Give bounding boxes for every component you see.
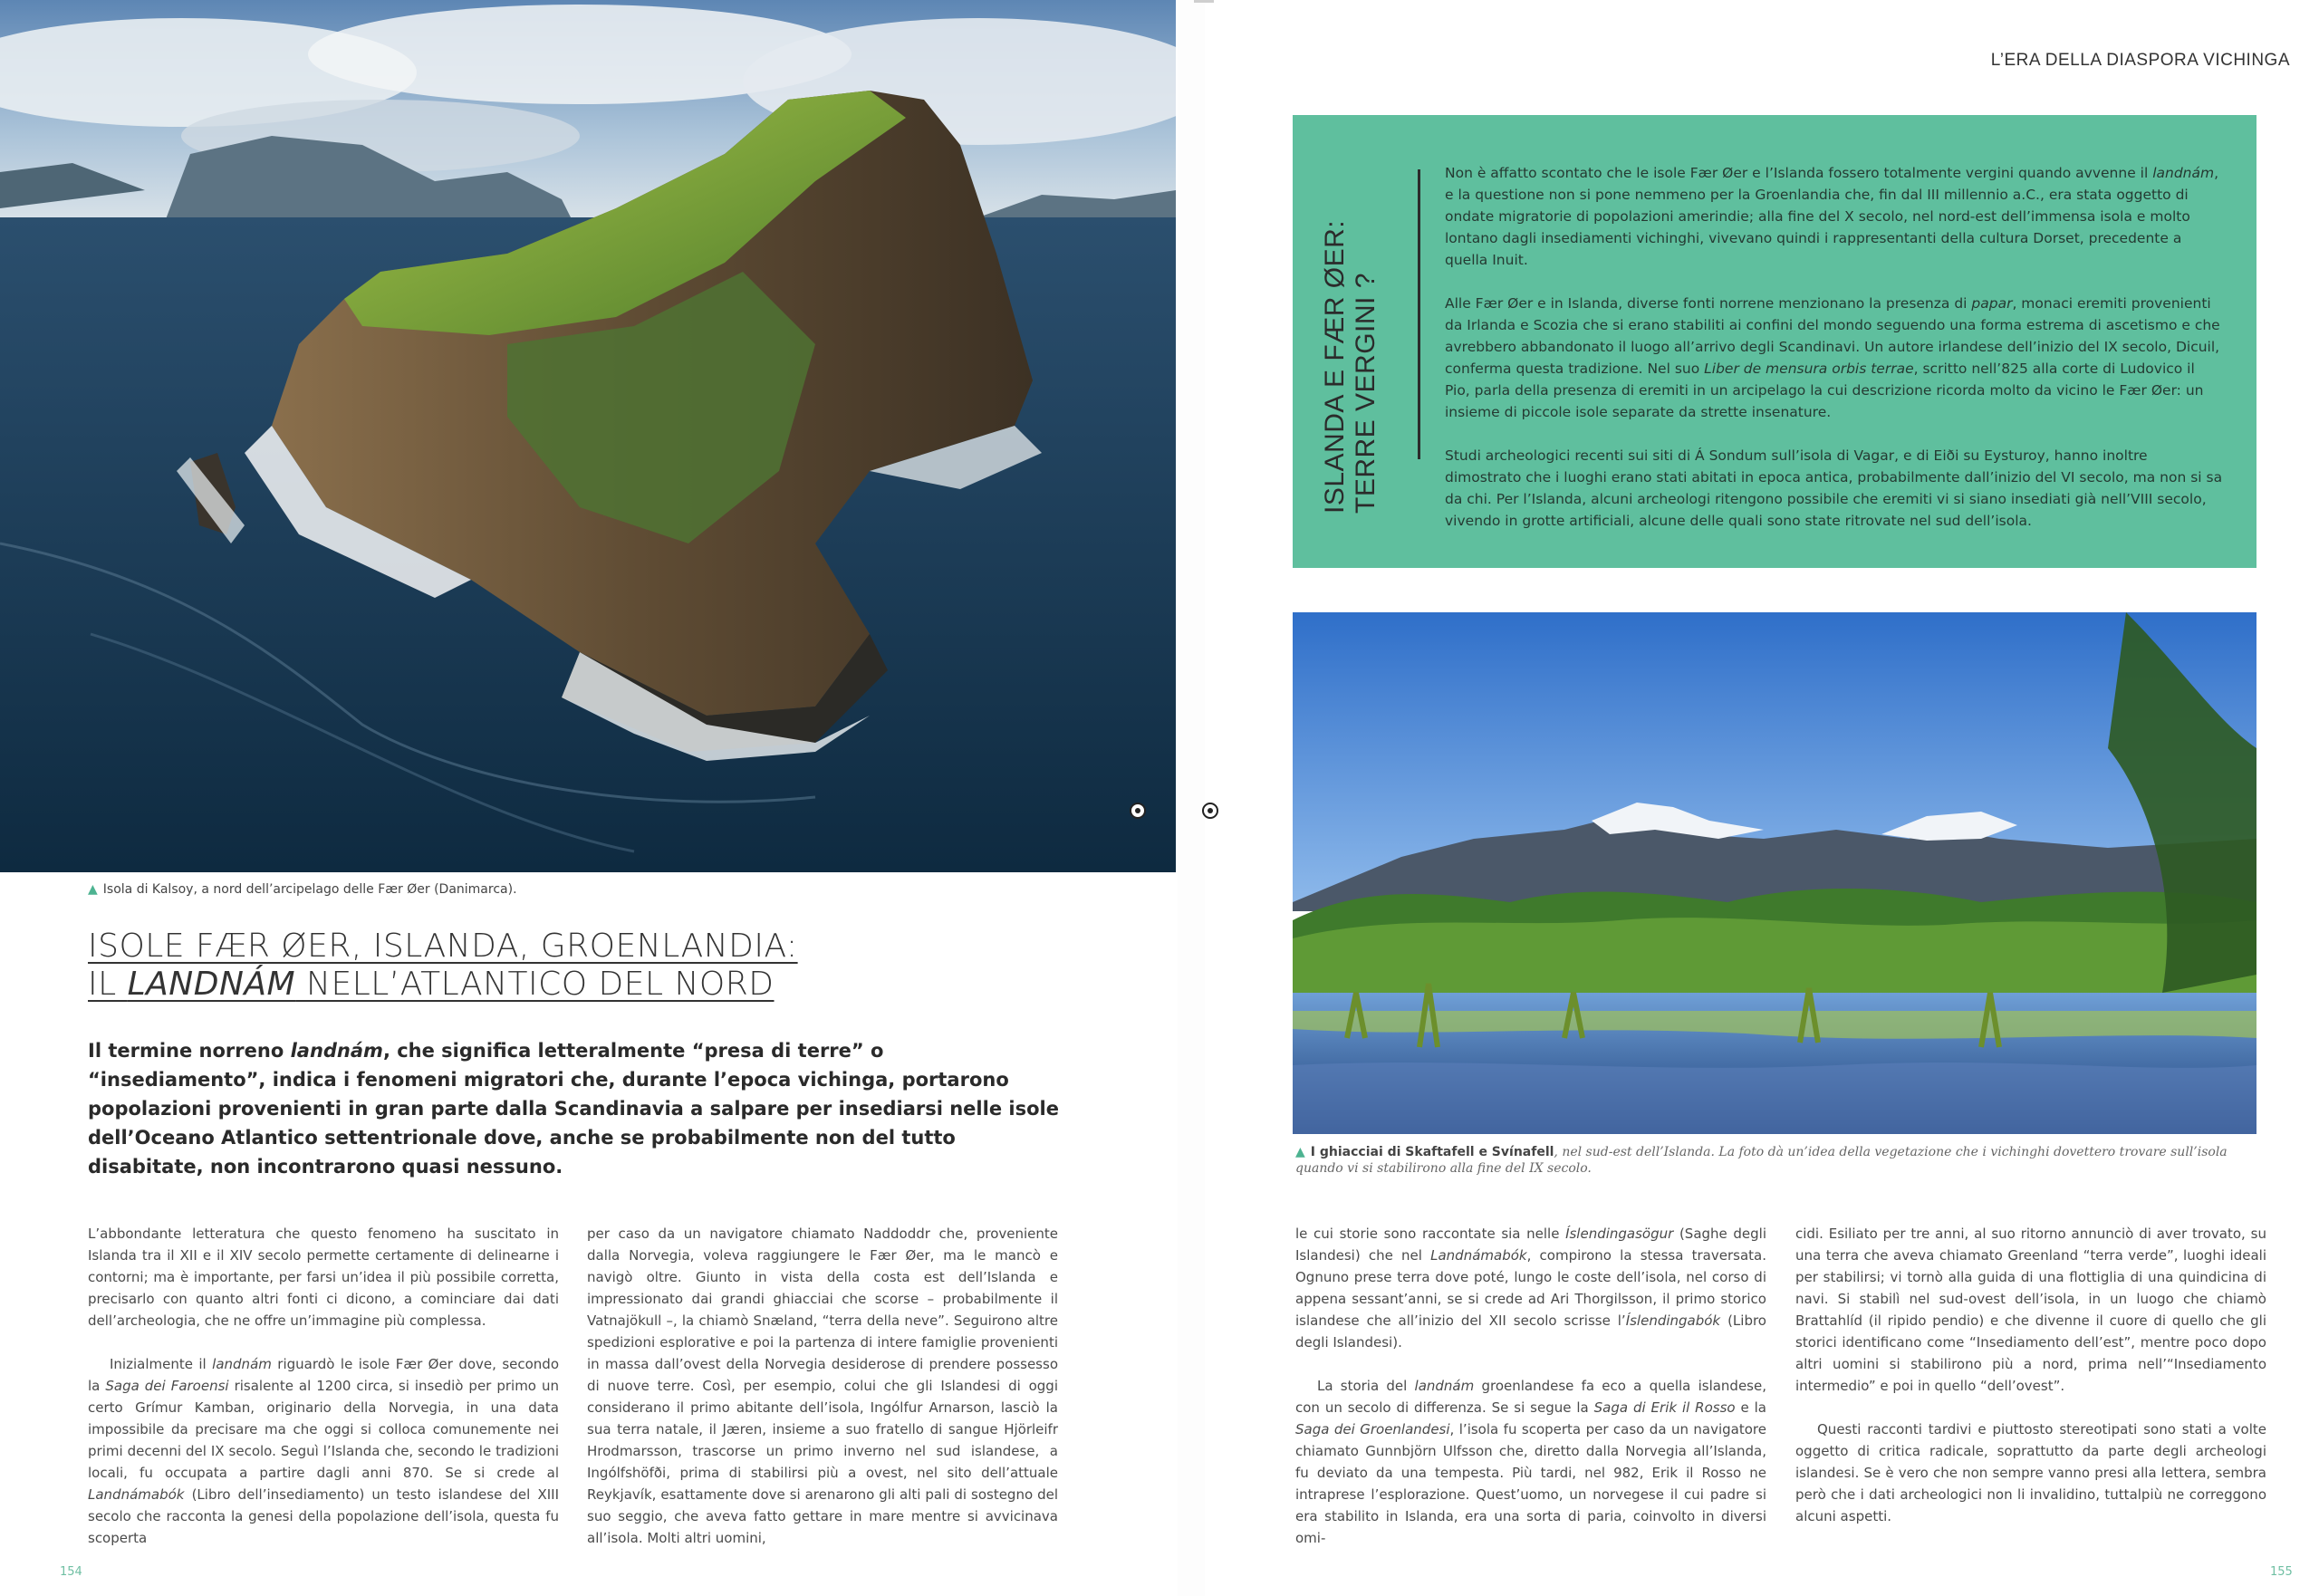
page-number-left: 154 — [60, 1565, 82, 1579]
spread-gutter — [1178, 0, 1205, 1596]
skaftafell-glacier-photo — [1293, 612, 2256, 1134]
paragraph: L’abbondante letteratura che questo fenomeno ha suscitato in Islanda tra il XII e il XIV secolo permette certamente di delinearne i contorni; ma è importante, per farsi un’idea il più possibile corretta, precisarlo con quanto altri fonti ci dicono, a cominciare dai dati dell’archeologia, che ne offre un’immagine più complessa. — [88, 1226, 559, 1329]
paragraph: Non è affatto scontato che le isole Fær Øer e l’Islanda fossero totalmente vergini quando avvenne il landnám, e la questione non si pone nemmeno per la Groenlandia che, fin dal III millennio a.C., era stata oggetto di ondate migratorie di popolazioni amerindie; alla fine del X secolo, nel nord-est dell’immensa isola e molto lontano dagli insediamenti vichinghi, vivevano quindi i rappresentanti della cultura Dorset, precedente a quella Inuit. — [1445, 165, 2219, 268]
text-column-2 — [587, 1223, 1058, 1571]
kalsoy-island-photo — [0, 0, 1176, 872]
running-head: L’ERA DELLA DIASPORA VICHINGA — [1990, 51, 2290, 70]
box-text — [1445, 162, 2224, 553]
box-title — [1320, 169, 1383, 514]
box-title-line-1: ISLANDA E FÆR ØER: — [1320, 219, 1350, 514]
registration-mark-icon — [1130, 803, 1146, 819]
paragraph: per caso da un navigatore chiamato Naddoddr che, proveniente dalla Norvegia, voleva raggiungere le Fær Øer, ma le mancò e navigò oltre. Giunto in vista della costa est dell’Islanda e impressionato dai grandi ghiacciai che scorse – probabilmente il Vatnajökull –, la chiamò Snæland, “terra della neve”. Seguirono altre spedizioni esplorative e poi la partenza di intere famiglie provenienti in massa dall’ovest della Norvegia desiderose di prendere possesso di nuove terre. Così, per esempio, colui che gli Islandesi di oggi considerano il primo abitante dell’isola, Ingólfur Arnarson, lasciò la sua terra natale, il Jæren, insieme a suo fratello di sangue Hjörleifr Hrodmarsson, trascorse un primo inverno nel sud islandese, a Ingólfshöfði, prima di stabilirsi più a ovest, nel sito dell’attuale Reykjavík, esattamente dove si arenarono gli alti pali di sostegno del suo seggio, che aveva fatto gettare in mare mentre si avvicinava all’isola. Molti altri uomini, — [587, 1226, 1058, 1546]
page-number-right: 155 — [2270, 1565, 2293, 1579]
crop-mark — [1194, 0, 1214, 3]
paragraph: Inizialmente il landnám riguardò le isole Fær Øer dove, secondo la Saga dei Faroensi risalente al 1200 circa, si insediò per primo un certo Grímur Kamban, originario della Norvegia, in una data impossibile da precisare ma che oggi si colloca comunemente nei primi decenni del IX secolo. Seguì l’Islanda che, secondo le tradizioni locali, fu occupata a partire dagli anni 870. Se si crede al Landnámabók (Libro dell’insediamento) un testo islandese del XIII secolo che racconta la genesi della popolazione dell’isola, questa fu scoperta — [88, 1356, 559, 1546]
text-column-4 — [1795, 1223, 2266, 1549]
article-title — [88, 928, 994, 1004]
paragraph: La storia del landnám groenlandese fa eco a quella islandese, con un secolo di differenza. Se si segue la Saga di Erik il Rosso e la Saga dei Groenlandesi, l’isola fu scoperta per caso da un navigatore chiamato Gunnbjörn Ulfsson che, diretto dalla Norvegia all’Islanda, fu deviato da una tempesta. Più tardi, nel 982, Erik il Rosso ne intraprese l’esplorazione. Quest’uomo, un norvegese il cui padre si era stabilito in Islanda, era una sorta di paria, coinvolto in diversi omi- — [1295, 1378, 1766, 1546]
caption-triangle-icon: ▲ — [1295, 1145, 1305, 1159]
paragraph: Studi archeologici recenti sui siti di Á Sondum sull’isola di Vagar, e di Eiði su Eysturoy, hanno inoltre dimostrato che i luoghi erano stati abitati in epoca antica, probabilmente dall’inizio del VI secolo, ma non si sa da chi. Per l’Islanda, alcuni archeologi ritengono possibile che eremiti vi si siano insediati già nell’VIII secolo, vivendo in grotte artificiali, alcune delle quali sono state ritrovate nel sud dell’isola. — [1445, 447, 2223, 529]
lead-paragraph: Il termine norreno landnám, che significa letteralmente “presa di terre” o “insediamento”, indica i fenomeni migratori che, durante l’epoca vichinga, portarono popolazioni provenienti in gran parte dalla Scandinavia a salpare per insediarsi nelle isole dell’Oceano Atlantico settentrionale dove, anche se probabilmente non del tutto disabitate, non incontrarono quasi nessuno. — [88, 1040, 1059, 1178]
photo-caption-right: ▲ I ghiacciai di Skaftafell e Svínafell, nel sud-est dell’Islanda. La foto dà un’idea della vegetazione che i vichinghi dovettero trovare sull’isola quando vi si stabilirono alla fine del IX secolo. — [1295, 1145, 2228, 1176]
text-column-3 — [1295, 1223, 1766, 1571]
text-column-1 — [88, 1223, 559, 1571]
photo-caption-left: ▲ Isola di Kalsoy, a nord dell’arcipelago delle Fær Øer (Danimarca). — [88, 882, 517, 897]
paragraph: cidi. Esiliato per tre anni, al suo ritorno annunciò di aver trovato, su una terra che aveva chiamato Greenland “terra verde”, luoghi ideali per stabilirsi; vi tornò alla guida di una flottiglia di una quindicina di navi. Si stabilì nel sud-ovest dell’isola, in un luogo che chiamò Brattahlíd (il ripido pendio) e che divenne il cuore di quello che gli storici identificano come “Insediamento dell’est”, mentre poco dopo altri uomini si stabilirono più a nord, prima nell’“Insediamento intermedio” e poi in quello “dell’ovest”. — [1795, 1226, 2266, 1394]
box-divider — [1418, 169, 1420, 459]
title-line-1: ISOLE FÆR ØER, ISLANDA, GROENLANDIA: — [88, 928, 798, 965]
paragraph: Questi racconti tardivi e piuttosto stereotipati sono stati a volte oggetto di critica radicale, soprattutto da parte degli archeologi islandesi. Se è vero che non sempre vanno presi alla lettera, sembra però che i dati archeologici non li invalidino, tuttalpiù ne correggono alcuni aspetti. — [1795, 1421, 2266, 1524]
sidebar-box — [1293, 115, 2256, 568]
paragraph: Alle Fær Øer e in Islanda, diverse fonti norrene menzionano la presenza di papar, monaci eremiti provenienti da Irlanda e Scozia che si erano stabiliti ai confini del mondo seguendo una forma estrema di ascetismo e che avrebbero abbandonato il luogo all’arrivo degli Scandinavi. Un autore irlandese dell’inizio del IX secolo, Dicuil, conferma questa tradizione. Nel suo Liber de mensura orbis terrae, scritto nell’825 alla corte di Ludovico il Pio, parla della presenza di eremiti in un arcipelago la cui descrizione ricorda molto da vicino le Fær Øer: un insieme di piccole isole separate da strette insenature. — [1445, 295, 2220, 420]
title-line-2: IL LANDNÁM NELL’ATLANTICO DEL NORD — [88, 966, 775, 1003]
paragraph: le cui storie sono raccontate sia nelle Íslendingasögur (Saghe degli Islandesi) che nel Landnámabók, compirono la stessa traversata. Ognuno prese terra dove poté, lungo le coste dell’isola, nel corso di appena sessant’anni, se si crede ad Ari Thorgilsson, il primo storico islandese che all’inizio del XII secolo scrisse l’Íslendingabók (Libro degli Islandesi). — [1295, 1226, 1767, 1351]
caption-triangle-icon: ▲ — [88, 882, 98, 897]
box-title-line-2: TERRE VERGINI ? — [1351, 273, 1381, 514]
registration-mark-icon — [1202, 803, 1218, 819]
